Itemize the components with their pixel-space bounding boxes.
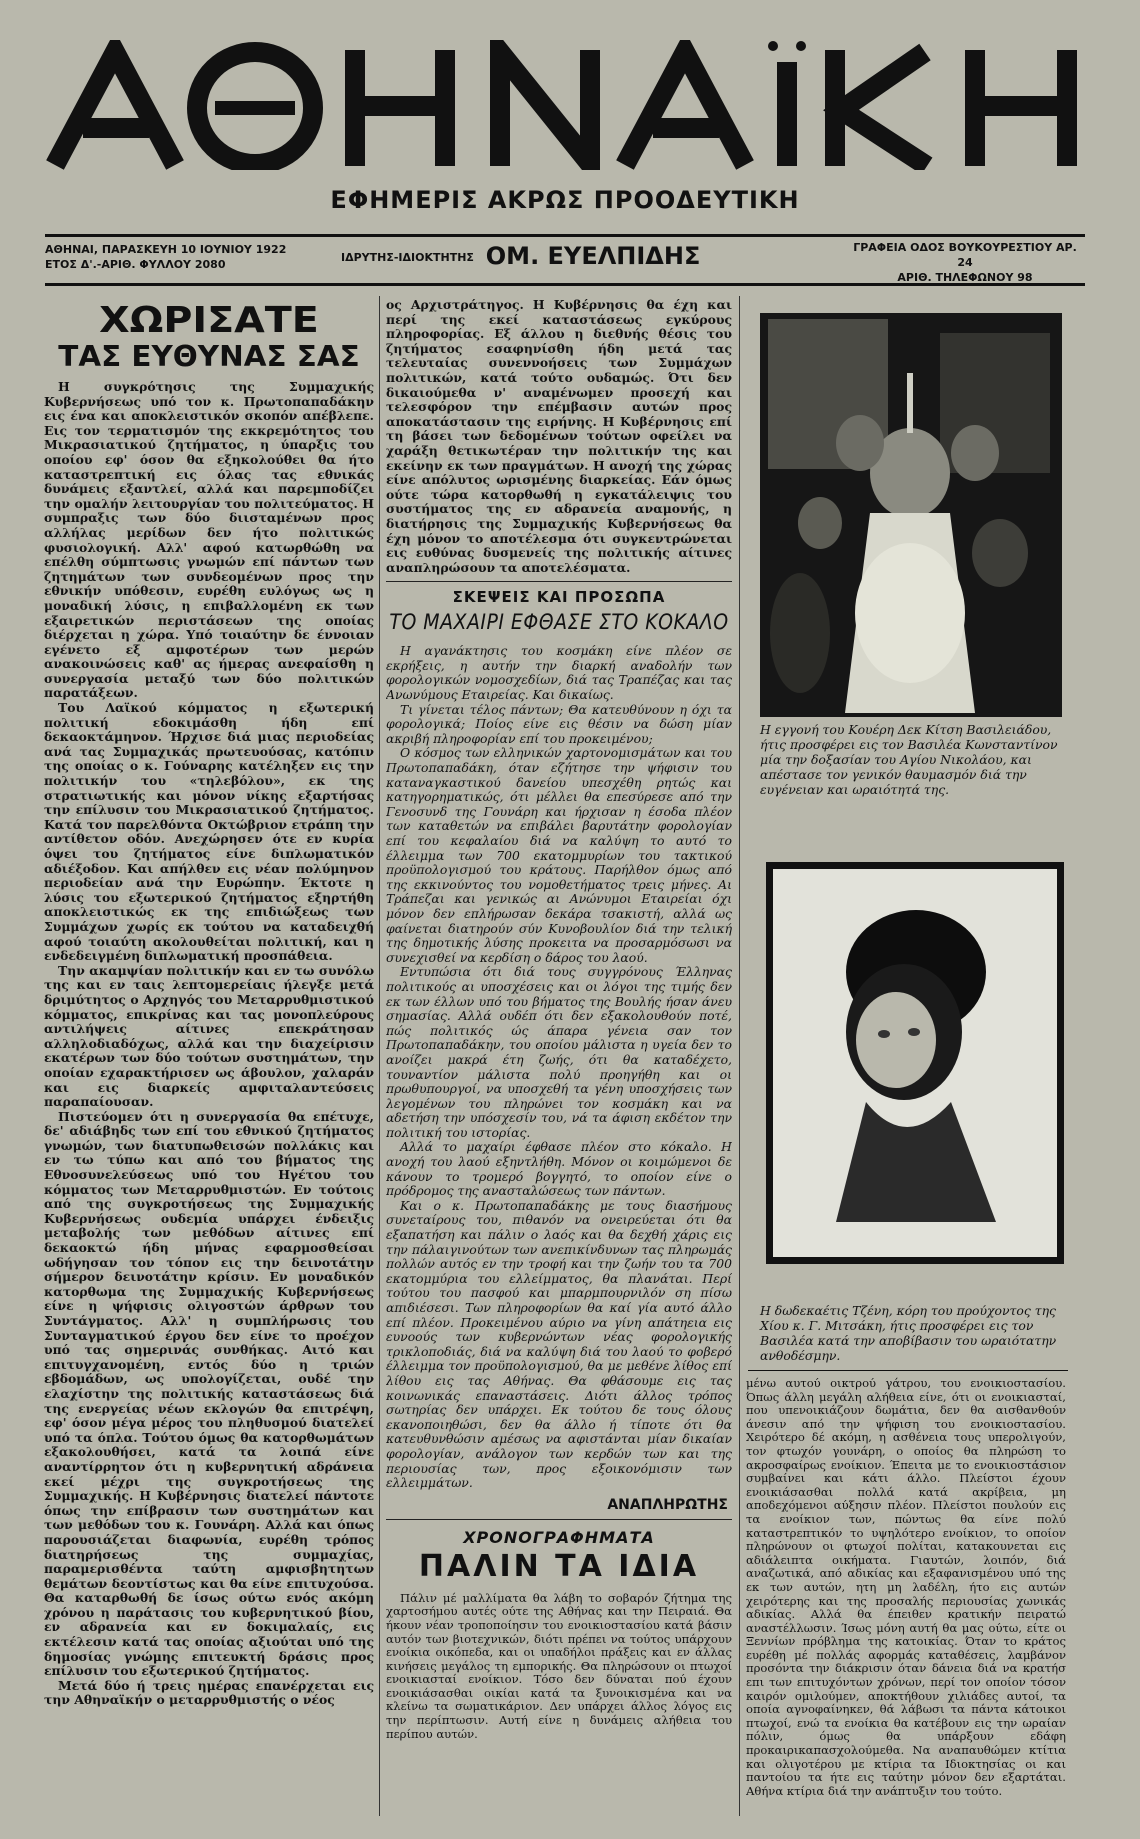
- section-heading-2: ΧΡΟΝΟΓΡΑΦΗΜΑΤΑ: [463, 1527, 655, 1547]
- article-paragraph: Τι γίνεται τέλος πάντων; Θα κατευθύνουν η όχι τα φορολογικά; Ποίος είνε εις θέσιν να δώση μίαν ακριβή πληροφορίαν επί του προκειμένου;: [386, 701, 732, 746]
- article-paragraph: Ο κόσμος των ελληνικών χαρτονομισμάτων και του Πρωτοπαπαδάκη, όταν εζήτησε την ψήφισιν του καταναγκαστικού δανείου υπεσχέθη ρητώς και κατηγορηματικώς, ότι μέλλει θα επεσύρεσε από την Γενοσυνδ της Γουνάρη και ήρχισαν η έσοδα πλέον των καταθετών να επιβάλει βαρυτάτην φορολογίαν επί του κεφαλαίου διά να καλύψη το αυτό το έλλειμμα των 700 εκατομμυρίων του τακτικού προϋπολογισμού του κράτους. Παρήλθον όμως από της εκκινούντος του νομοθετήματος τρεις μήνες. Αι Τράπεζαι και γενικώς αι Ανώνυμοι Εταιρείαι όχι μόνον δεν επλήρωσαν δεκάρα τσακιστή, αλλά ως φαίνεται διατηρούν σύν Κυνοβουλίον διά την τελική της δημοτικής λύσης προκειτα να προσαρμόσωσι να συνεχισθεί να κερδίση ο δάρος του λαού.: [386, 745, 732, 965]
- lead-headline-1: ΧΩΡΙΣΑΤΕ: [99, 300, 319, 341]
- middle-continuation: [386, 298, 732, 575]
- lead-paragraph: Του Λαϊκού κόμματος η εξωτερική πολιτική εδοκιμάσθη ήδη επί δεκαοκτάμηνον. Ήρχισε διά μιας περιοδείας ανά τας Συμμαχικάς πρωτευούσας, κατόπιν της οποίας ο κ. Γούναρης κατέληξεν εις την πολιτικήν του «τηλεβόλου», εκ της στρατιωτικής και μόνον νίκης εξαρτήσας την επίλυσιν του Μικρασιατικού ζητήματος. Κατά τον παρελθόντα Οκτώβριον ετράπη την αντίθετον οδόν. Ανεχώρησεν ότε εν κυρία όψει του ζητήματος είνε διπλωματικόν αδιέξοδον. Και απήλθεν εις νέαν πολύμηνον περιοδείαν ανά την Ευρώπην. Έκτοτε η λύσις του εξωτερικού ζητήματος εξηρτήθη αποκλειστικώς εκ της επιδιώξεως των Συμμάχων χωρίς εκ τούτου να καταδειχθή αφού τοιαύτη ακολουθείται πολιτική, και η ενδεδειγμένη διπλωματική προσπάθεια.: [44, 700, 374, 964]
- owner-name: ΟΜ. ΕΥΕΛΠΙΔΗΣ: [485, 242, 701, 270]
- article-body: [386, 644, 732, 1490]
- right-body: [746, 1377, 1066, 1798]
- photo-caption-1: Η εγγονή του Κουέρη Δεκ Κίτση Βασιλειάδου, ήτις προσφέρει εις τον Βασιλέα Κωνσταντίνον μία την δοξασίαν του Αγίου Νικολάου, και απέστασε τον γενικόν θαυμασμόν διά την ευγένειαν και ωραιότητά της.: [760, 722, 1058, 797]
- issue-line: ΕΤΟΣ Δ'.-ΑΡΙΘ. ΦΥΛΛΟΥ 2080: [45, 258, 226, 271]
- article-paragraph: Και ο κ. Πρωτοπαπαδάκης με τους διασήμους συνεταίρους του, πιθανόν να ονειρεύεται ότι θα εξαπατήση και πάλιν ο λαός και θα δεχθή χάρις εις την πάλαιγινούτων των ανεπικίνδυνων τας πληρωμάς πολλών αυτός εν την τροφή και την ζωήν του τα 700 εκατομμύρια του ελλείμματος, θα πλανάται. Περί τούτου του πασφού και μπαρμπουρνιλόν ση πίσω απιδιέσεσι. Των πληροφορίων θα καί γία αυτό άλλο επί πλέον. Προκειμένου αύριο να γίνη απάτηεια εις ευνοούς των κυβερνώντων νέας φορολογικής τρικλοποδιάς, διά να καλύψη διά του λαού το φοβερό έλλειμμα τον προϋπολογισμού, θα με μεθένε λίθος επί λίθου εις τας Αθήνας. Θα φθάσουμε εις τας κοινωνικάς επαναστάσεις. Διότι άλλος τρόπος σωτηρίας δεν υπάρχει. Εκ τούτου δε τους όλους εκανοποιηθώσι, δεν θα άλλο ή τίποτε ότι θα κατευθυνθώσιν αμέσως να αφιστάνται μίαν δικαίαν φορολογίαν, ανάλογον των κερδών των και της περιουσίας των, προς εξοικονόμισιν των ελλειμμάτων.: [386, 1197, 732, 1491]
- section-heading: ΣΚΕΨΕΙΣ ΚΑΙ ΠΡΟΣΩΠΑ: [452, 588, 666, 607]
- column-rule-1: [379, 296, 380, 1816]
- photo-caption-2: Η δωδεκαέτις Τζένη, κόρη του προύχοντος της Χίου κ. Γ. Μιτσάκη, ήτις προσφέρει εις τον Βασιλέα κατά την αποβίβασιν του ωραιότατην ανθοδέσμην.: [760, 1303, 1057, 1363]
- lead-body: [44, 380, 374, 1708]
- masthead-motto: ΕΦΗΜΕΡΙΣ ΑΚΡΩΣ ΠΡΟΟΔΕΥΤΙΚΗ: [330, 186, 800, 214]
- article-2-title: ΠΑΛΙΝ ΤΑ ΙΔΙΑ: [418, 1548, 700, 1584]
- photo-procession: [760, 313, 1062, 717]
- lead-paragraph: Την ακαμψίαν πολιτικήν και εν τω συνόλω της και εν ταις λεπτομερείαις ήλεγξε μετά δριμύτητος ο Αρχηγός του Μεταρρυθμιστικού κόμματος, επικρίνας και τας μονοπλεύρους αντιλήψεις αίτινες επεκράτησαν αλληλοδιαδόχως, αλλά και την διαχείρισιν εκατέρων των δύο τούτων συστημάτων, την οποίαν εχαρακτήρισεν ως άβουλον, χαλαράν και εις διαρκείς αμφιταλαντεύσεις παραπαίουσαν.: [44, 962, 374, 1110]
- lead-paragraph: Πιστεύομεν ότι η συνεργασία θα επέτυχε, δε' αδιάβηδς των επί του εθνικού ζητήματος γνωμών, των διατυπωθεισών πολλάκις και εν τω τύπω και από του βήματος της Εθνοσυνελεύσεως υπό του Ηγέτου του κόμματος των Μεταρρυθμιστών. Εν τούτοις από της συγκροτήσεως της Συμμαχικής Κυβερνήσεως ουδεμία υπάρχει ένδειξις μεταβολής των μεθόδων αίτινες επί δεκαοκτώ ήδη μήνας εφαρμοσθείσαι ωδήγησαν τον τόπον εις την δεινοτάτην σήμερον δεινοτάτην κρίσιν. Εν μοναδικόν κατορθωμα της Συμμαχικής Κυβερνήσεως είνε η ψήφισις ολιγοστών άρθρων του Συντάγματος. Αλλ' η συμπλήρωσις του Συνταγματικού έργου δεν είνε το προέχον υπό τας σημερινάς συνθήκας. Αιτό και επιτυγχανομένη, εντός δύο η τριών εβδομάδων, ως υπολογίζεται, ουδέ την ελαχίστην της πολιτικής καταστάσεως διά της ενεργείας νέων εκλογών θα επιτρέψη, εφ' όσον μέγα μέρος του πληθυσμού διατελεί υπό τα όπλα. Τούτου όμως θα κατορθωμάτων εξακολουθήσει, κατά τα λοιπά είνε αναντίρρητον ότι η κυβερνητική αδράνεια εκεί μέχρι της συγκροτήσεως της Συμμαχικής. Η Κυβέρνησις διατελεί πάντοτε όπως την επίβρασιν των συστημάτων και των μεθόδων του κ. Γουνάρη. Αλλά και όπως παρουσιάζεται διαφωνία, ευρέθη τρόπος διατηρήσεως της συμμαχίας, παραμερισθέντα ταύτη αμφισβητητων θεμάτων δεοντίστως και θα είνε επιτυχούσα. Θα καταρθωθή δε ίσως ούτω ενός ακόμη χρόνου η παράτασις του κυβερνητικού βίου, εν αδρανεία και εν δοκιμαλαίς, εις εκτέλεσιν κατά τας οποίας αξιούται υπό της δημοσίας γνώμης επιτευκτή δράσις προς επίλυσιν του εξωτερικού ζητήματος.: [44, 1108, 374, 1679]
- info-owner: [341, 242, 700, 270]
- photo-portrait: [766, 862, 1064, 1264]
- rule-top: [45, 234, 1085, 237]
- article-paragraph: Εντυπώσια ότι διά τους συγγρόνους Έλληνας πολιτικούς αι υποσχέσεις και οι λόγοι της τιμής δεν εκ των έλλων υπό του βήματος της Βουλής ήσαν άνευ σημασίας. Αλλά ουδέπ ότι δεν εξακολουθούν ποτέ, πώς πολιτικός ώς άπαρα γένεια σαν τον Πρωτοπαπαδάκην, του οποίου μάλιστα η υγεία δεν το ανοίζει μακρά έτη ζωής, ότι θα καταδέχετο, τουναντίον μάλιστα πολύ προηγήθη και οι πρωθυπουργοί, να υποσχεθή τα γένη υποσχήσεις των λεγομένων του πληρώνει τον κοσμάκη και να αδετήση την υπόσχεσίν του, νά τα άφιση εκδέτον την πολιτική του ιστορίας.: [386, 964, 732, 1140]
- column-rule-2: [739, 296, 740, 1816]
- date-line: ΑΘΗΝΑΙ, ΠΑΡΑΣΚΕΥΗ 10 ΙΟΥΝΙΟΥ 1922: [45, 243, 287, 256]
- article-paragraph: Η αγανάκτησις του κοσμάκη είνε πλέον σε εκρήξεις, η αυτήν την διαρκή αναδολήν των φορολογικών νομοσχεδίων, διά τας Τραπέζας και τας Ανωνύμους Εταιρείας. Και δικαίως.: [386, 643, 732, 703]
- article-signature: ΑΝΑΠΛΗΡΩΤΗΣ: [607, 1496, 728, 1513]
- continuation-paragraph: ος Αρχιστράτηγος. Η Κυβέρνησις θα έχη και περί της εκεί καταστάσεως εγκύρους πληροφορίας. Εξ άλλου η διεθνής θέσις του ζητήματος εσαφηνίσθη ήδη μετά τας τελευταίας συνεννοήσεις των Συμμάχων πολιτικών, κατά τούτο ουδαμώς. Ότι δεν δικαιούμεθα ν' αναμένωμεν προσεχή και τελεσφόρον την επέμβασιν αυτών προς αποκατάστασιν της ειρήνης. Η Κυβέρνησις επί τη βάσει των δεδομένων τούτων οφείλει να χαράξη θετικωτέραν την πολιτικήν της και εκείνην εκ των πραγμάτων. Η ανοχή της χώρας είνε απόλυτος ωρισμένης διαρκείας. Εάν όμως ούτε τώρα κατορθωθή η εγκατάλειψις του συστήματος της εν αδρανεία αναμονής, η διατήρησις της Συμμαχικής Κυβερνήσεως θα έχη μόνον το αποτέλεσμα ότι συγκεντρώνεται εις ευθύνας δυσμενείς της πολιτικής αίτινες αναπληρώσουν τα αποτελέσματα.: [386, 298, 732, 575]
- article-2-body: [386, 1592, 732, 1742]
- divider: [386, 1519, 732, 1520]
- divider: [386, 581, 732, 582]
- divider: [748, 1370, 1068, 1371]
- masthead-title-logo: [45, 40, 1085, 170]
- lead-paragraph: Η συγκρότησις της Συμμαχικής Κυβερνήσεως υπό τον κ. Πρωτοπαπαδάκην εις ένα και αποκλειστικόν σκοπόν απέβλεπε. Εις τον τερματισμόν της εκκρεμότητος του Μικρασιατικού ζητήματος, η ύπαρξις του οποίου εφ' όσον θα εξηκολούθει θα ήτο καταστρεπτική εις όλας τας εθνικάς δυνάμεις εξαντλεί, αλλά και παρεμποδίζει την ομαλήν λειτουργίαν του πολιτεύματος. Η συμπραξις των δύο διισταμένων προς αλλήλας μερίδων δεν ήτο πολιτικώς φυσιολογική. Αλλ' αφού κατωρθώθη να επέλθη σύμπτωσις γνωμών επί πάντων των ζητημάτων των συνδεομένων προς την εθνικήν υπόθεσιν, ευρέθη ευλόγως ως η μοναδική λύσις, η επιβαλλομένη εκ των εξαιρετικών περιστάσεων της οποίας διέρχεται η χώρα. Υπό τοιαύτην δε έννοιαν εγένετο εξ αμφοτέρων των μερών ανακοινώσεις καθ' ας ήμερας ανεφαίσθη η συνεργασία μεταξύ των δύο πολιτικών παρατάξεων.: [44, 379, 374, 701]
- office-line: ΓΡΑΦΕΙΑ ΟΔΟΣ ΒΟΥΚΟΥΡΕΣΤΙΟΥ ΑΡ. 24: [853, 241, 1077, 269]
- masthead: [45, 40, 1085, 214]
- info-right: [845, 240, 1085, 285]
- article-2-paragraph: Πάλιν μέ μαλλίματα θα λάβη το σοβαρόν ζήτημα της χαρτοσήμου αυτές ούτε της Αθήνας και την Πειραιά. Θα ήκουν νέαν τροποποίησιν του ενοικιοστασίου κατά βάσιν αυτόν των βιοτεχνικών, διότι πρέπει να τούτος υπάρχουν ενοίκια οικόπεδα, και οι υπαδήλοι πράξεις και εν άλλας κινήσεις μεγάλος τη εμπορικής. Θα πληρώσουν οι πτωχοί ενοικιασταί ενοίκιον. Τόσο δεν δύναται πού έχουν ενοικιάσασθαι οικίαι κατά τα ξυνοικισμένα και να κλείνω τα σωματικάριον. Δεν υπάρχει άλλος λόγος εις την περίπτωσιν. Αυτή είνε η δυνάμεις αλήθεια του περίπου αυτών.: [386, 1590, 732, 1741]
- lead-paragraph: Μετά δύο ή τρεις ημέρας επανέρχεται εις την Αθηναϊκήν ο μεταρρυθμιστής ο νέος: [44, 1677, 374, 1708]
- founder-label: ΙΔΡΥΤΗΣ-ΙΔΙΟΚΤΗΤΗΣ: [341, 251, 474, 264]
- right-paragraph: μένω αυτού οικτρού γάτρου, του ενοικιοστασίου. Όπως άλλη μεγάλη αλήθεια είνε, ότι οι ενοικιασταί, που υπενοικιάζουν δωμάτια, δεν θα αισθανθούν άνεσιν από την ψήφιση του ενοικιοστασίου. Χειρότερο δέ ακόμη, η ασθένεια τους υπερολιγούν, τον φτωχόν γουνάρη, ο οποίος θα πληρώση το ακροσφαίρως ενοίκιον. Έπειτα με το ενοικιοστάσιον συμβαίνει και κάτι άλλο. Πλείστοι έχουν ενοικιάσασθαι πολλά κατά ακρίβεια, μη αποδεχόμενοι αύξησιν πλέον. Πλείστοι πουλούν εις τα ενοίκιον των, πώντως θα είνε πολύ καταστρεπτικόν το υψηλότερο ενοίκιον, το οποίον πληρώνουν οι φτωχοί πολίται, κατακουνεται εις αδιάλειπτα οικήματα. Γιαυτών, λοιπόν, διά αναζωτικά, από αδικίας και εξαφανισμένου υπό της εκ των αυτών, ητη μη λαδέλη, ήτο εις αυτών χειρότερης και της προσαλής περιουσίας χωνικάς αδικίας. Αλλά θα έπειθεν κρατικήν πειρατώ αναστέλλωσιν. Ίσως μόνη αυτή θα μας ούτω, είτε οι Ξεννίων πρόβλημα της κατοικίας. Όταν το κράτος ευρέθη μέ πολλάς αφορμάς καταθέσεις, λαμβάνον προσόντα την διάκρισιν όταν δάνεια διά να κρατήσ επι των επιτυχόντων χρόνων, περί τον οποίον τόσον καιρόν ομιλούμεν, αποκτήθουν χιλιάδες αυτοί, τα οποία αγνοφαίνηκεν, θά λάβωσι τα πάντα κάτοικοι πτωχοί, ενώ τα ενοίκια θα κατέβουν εις την ωραίαν πόλιν, όμως θα υπάρξουν εδάφη προκαιρικαπασχολούμεθα. Να αναπαυθώμεν κτίτια και ολιγοτέρου με κτίρια τα Ιδιοκτησίας οι και παντοίου τα ήτε εις ταύτην μόνον δεν εξαρτάται. Αθήνα κτίρια διά την ανάπτυξιν του τούτο.: [746, 1377, 1066, 1798]
- rule-bottom: [45, 283, 1085, 286]
- article-title: ΤΟ ΜΑΧΑΙΡΙ ΕΦΘΑΣΕ ΣΤΟ ΚΟΚΑΛΟ: [389, 610, 729, 635]
- info-left: [45, 242, 286, 272]
- lead-headline-2: ΤΑΣ ΕΥΘΥΝΑΣ ΣΑΣ: [58, 340, 360, 373]
- lead-article: [44, 298, 374, 1818]
- phone-line: ΑΡΙΘ. ΤΗΛΕΦΩΝΟΥ 98: [897, 271, 1033, 284]
- article-paragraph: Αλλά το μαχαίρι έφθασε πλέον στο κόκαλο. Η ανοχή του λαού εξηντλήθη. Μόνον οι κοιμώμενοι δε κάνουν το τρομερό βογγητό, το οποίον είνε ο πρόδρομος της ανασταλώσεως των πάντων.: [386, 1139, 732, 1199]
- info-bar: [45, 238, 1085, 284]
- middle-column: [386, 298, 732, 1818]
- right-continuation: [746, 1377, 1066, 1817]
